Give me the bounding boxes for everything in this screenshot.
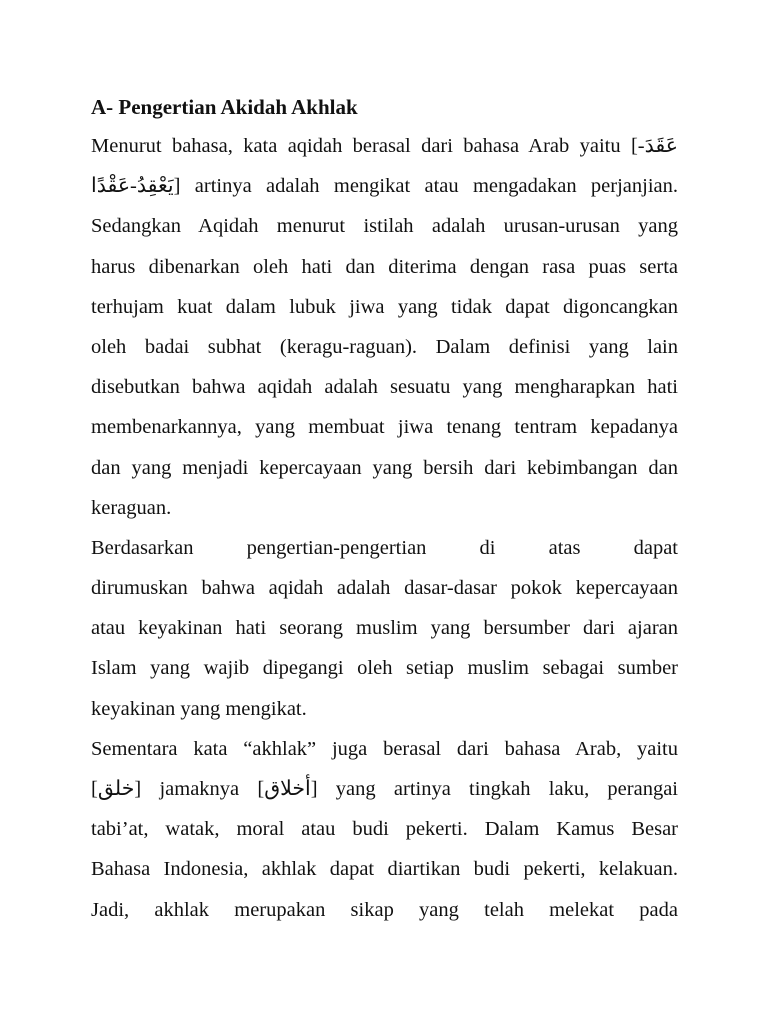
- text-line: harus dibenarkan oleh hati dan diterima dengan rasa puas serta: [91, 255, 678, 278]
- text-line: atau keyakinan hati seorang muslim yang bersumber dari ajaran: [91, 617, 678, 640]
- text-line: [خلق] jamaknya [أخلاق] yang artinya tingkah laku, perangai: [91, 778, 678, 800]
- text-line: Sedangkan Aqidah menurut istilah adalah urusan-urusan yang: [91, 215, 678, 238]
- text-line: dirumuskan bahwa aqidah adalah dasar-dasar pokok kepercayaan: [91, 577, 678, 600]
- section-heading: A- Pengertian Akidah Akhlak: [91, 95, 358, 119]
- text-line: Menurut bahasa, kata aqidah berasal dari bahasa Arab yaitu [-عَقَدَ: [91, 135, 678, 157]
- text-line: keraguan.: [91, 496, 172, 519]
- text-line: dan yang menjadi kepercayaan yang bersih dari kebimbangan dan: [91, 456, 678, 479]
- text-line: membenarkannya, yang membuat jiwa tenang tentram kepadanya: [91, 416, 678, 439]
- paragraph: [91, 729, 678, 930]
- text-line: terhujam kuat dalam lubuk jiwa yang tidak dapat digoncangkan: [91, 295, 678, 318]
- text-line: Jadi, akhlak merupakan sikap yang telah melekat pada: [91, 898, 678, 921]
- text-line: يَعْقِدُ-عَقْدًا] artinya adalah mengikat atau mengadakan perjanjian.: [91, 175, 678, 198]
- text-line: Bahasa Indonesia, akhlak dapat diartikan budi pekerti, kelakuan.: [91, 858, 678, 881]
- paragraph: [91, 126, 678, 528]
- paragraph: [91, 528, 678, 729]
- text-line: Berdasarkan pengertian-pengertian di atas dapat: [91, 536, 678, 559]
- text-line: tabi’at, watak, moral atau budi pekerti. Dalam Kamus Besar: [91, 818, 678, 841]
- text-line: Islam yang wajib dipegangi oleh setiap muslim sebagai sumber: [91, 657, 678, 680]
- document-page: [91, 88, 678, 930]
- text-line: Sementara kata “akhlak” juga berasal dari bahasa Arab, yaitu: [91, 737, 678, 760]
- text-line: disebutkan bahwa aqidah adalah sesuatu yang mengharapkan hati: [91, 376, 678, 399]
- text-line: keyakinan yang mengikat.: [91, 697, 307, 720]
- document-body: [91, 126, 678, 930]
- text-line: oleh badai subhat (keragu-raguan). Dalam definisi yang lain: [91, 335, 678, 358]
